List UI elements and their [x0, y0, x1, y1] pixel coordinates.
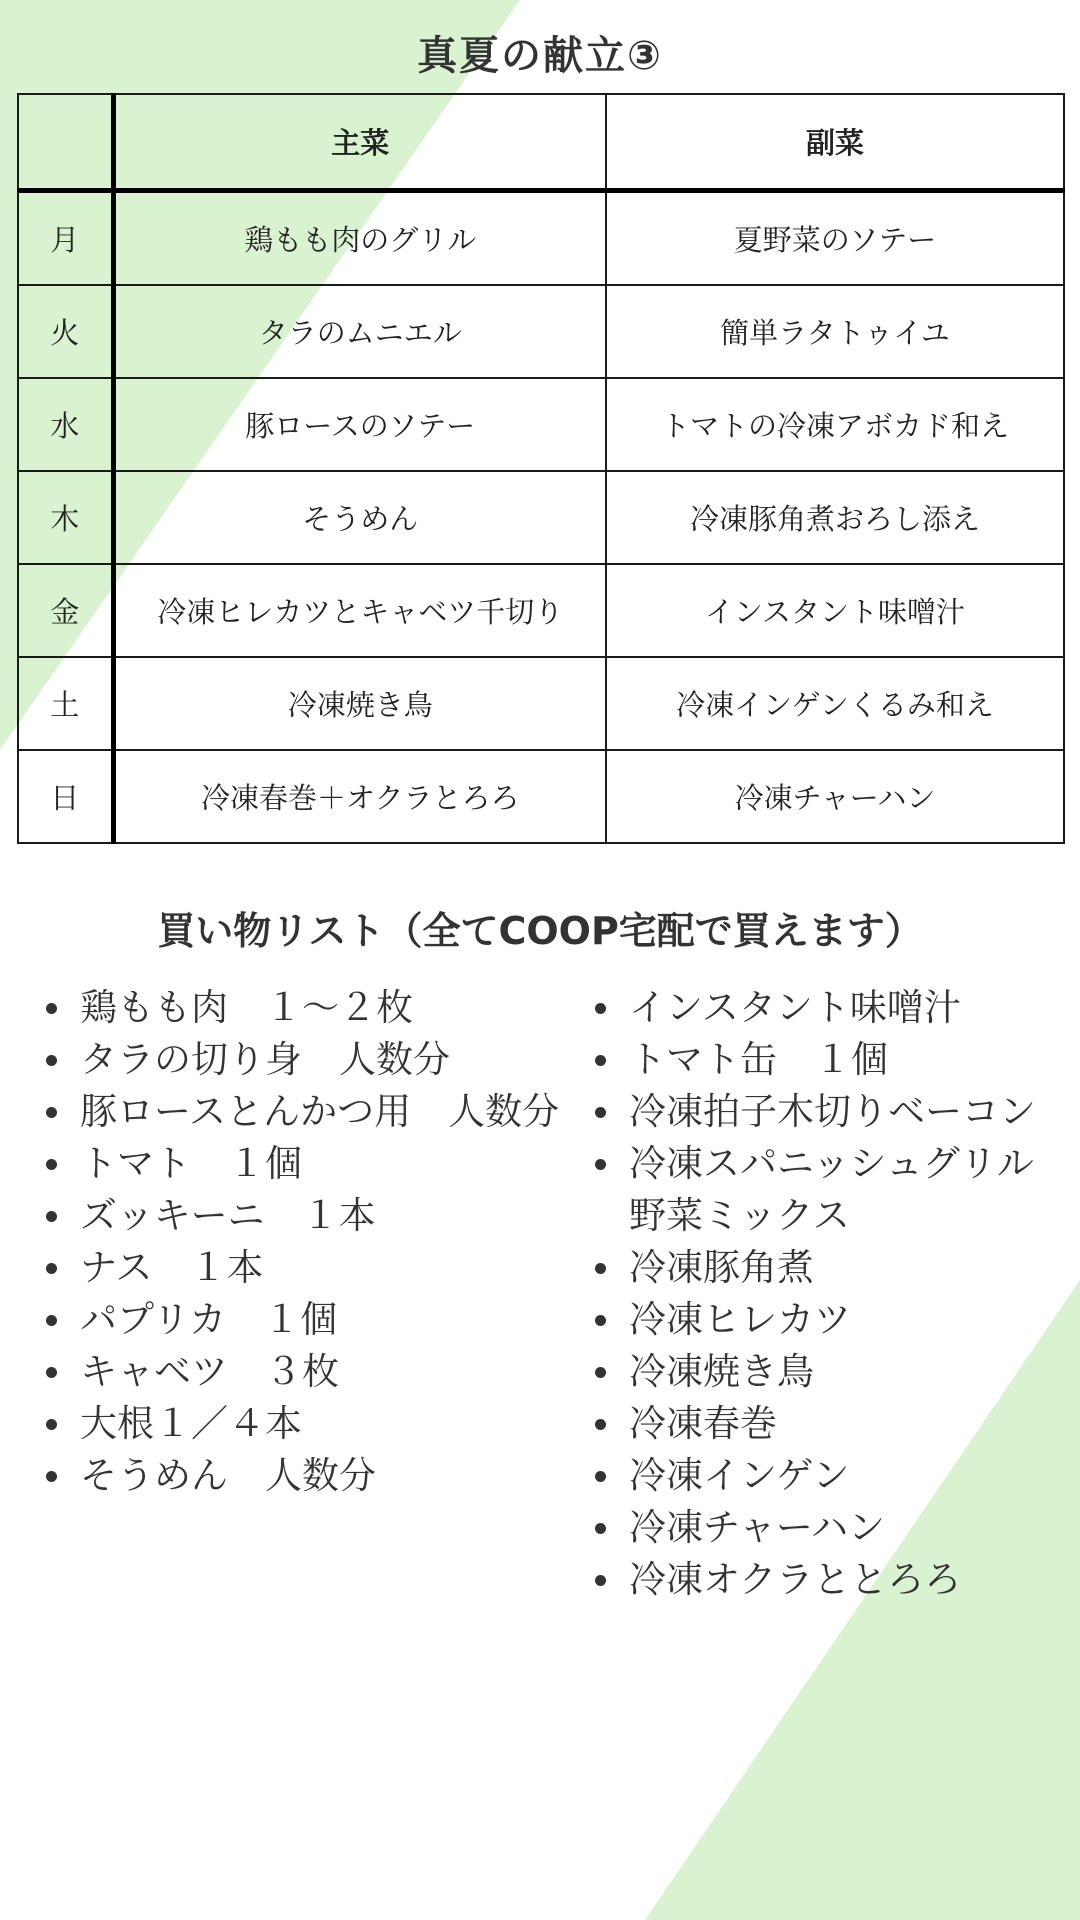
list-item-line: 冷凍スパニッシュグリル — [629, 1142, 1034, 1185]
side-dish-cell: トマトの冷凍アボカド和え — [606, 378, 1064, 471]
list-item — [566, 1138, 1036, 1242]
side-dish-cell: 冷凍インゲンくるみ和え — [606, 657, 1064, 750]
header-main-dish: 主菜 — [113, 94, 606, 191]
list-item: 冷凍豚角煮 — [566, 1242, 1036, 1294]
table-header-row — [18, 94, 1064, 191]
list-item-line-continued: 野菜ミックス — [629, 1194, 850, 1237]
list-item: 豚ロースとんかつ用 人数分 — [17, 1086, 559, 1138]
list-item: トマト １個 — [17, 1138, 559, 1190]
shopping-list-left — [17, 982, 559, 1502]
table-row — [18, 657, 1064, 750]
list-item: インスタント味噌汁 — [566, 982, 1036, 1034]
main-dish-cell: 鶏もも肉のグリル — [113, 191, 606, 286]
list-item: ズッキーニ １本 — [17, 1190, 559, 1242]
list-item: 大根１／４本 — [17, 1398, 559, 1450]
side-dish-cell: 夏野菜のソテー — [606, 191, 1064, 286]
side-dish-cell: 冷凍チャーハン — [606, 750, 1064, 843]
header-side-dish: 副菜 — [606, 94, 1064, 191]
list-item: トマト缶 １個 — [566, 1034, 1036, 1086]
side-dish-cell: インスタント味噌汁 — [606, 564, 1064, 657]
list-item: 冷凍インゲン — [566, 1450, 1036, 1502]
main-dish-cell: 冷凍春巻＋オクラとろろ — [113, 750, 606, 843]
day-cell: 金 — [18, 564, 113, 657]
side-dish-cell: 簡単ラタトゥイユ — [606, 285, 1064, 378]
list-item: ナス １本 — [17, 1242, 559, 1294]
list-item: 冷凍春巻 — [566, 1398, 1036, 1450]
list-item: パプリカ １個 — [17, 1294, 559, 1346]
day-cell: 木 — [18, 471, 113, 564]
table-row — [18, 285, 1064, 378]
main-dish-cell: 豚ロースのソテー — [113, 378, 606, 471]
main-dish-cell: 冷凍焼き鳥 — [113, 657, 606, 750]
page-title: 真夏の献立③ — [417, 33, 663, 79]
list-item: キャベツ ３枚 — [17, 1346, 559, 1398]
day-cell: 火 — [18, 285, 113, 378]
table-row — [18, 750, 1064, 843]
main-dish-cell: そうめん — [113, 471, 606, 564]
shopping-list-title: 買い物リスト（全てCOOP宅配で買えます） — [157, 909, 923, 953]
header-day — [18, 94, 113, 191]
list-item: 冷凍チャーハン — [566, 1502, 1036, 1554]
day-cell: 日 — [18, 750, 113, 843]
list-item: 冷凍焼き鳥 — [566, 1346, 1036, 1398]
list-item: タラの切り身 人数分 — [17, 1034, 559, 1086]
shopping-list-right — [566, 982, 1036, 1606]
weekly-menu-table — [17, 93, 1065, 844]
day-cell: 土 — [18, 657, 113, 750]
day-cell: 水 — [18, 378, 113, 471]
side-dish-cell: 冷凍豚角煮おろし添え — [606, 471, 1064, 564]
day-cell: 月 — [18, 191, 113, 286]
table-row — [18, 564, 1064, 657]
main-dish-cell: 冷凍ヒレカツとキャベツ千切り — [113, 564, 606, 657]
main-dish-cell: タラのムニエル — [113, 285, 606, 378]
list-item: そうめん 人数分 — [17, 1450, 559, 1502]
list-item: 冷凍オクラととろろ — [566, 1554, 1036, 1606]
table-row — [18, 378, 1064, 471]
list-item: 冷凍ヒレカツ — [566, 1294, 1036, 1346]
table-row — [18, 471, 1064, 564]
list-item: 鶏もも肉 １～２枚 — [17, 982, 559, 1034]
table-row — [18, 191, 1064, 286]
list-item: 冷凍拍子木切りベーコン — [566, 1086, 1036, 1138]
